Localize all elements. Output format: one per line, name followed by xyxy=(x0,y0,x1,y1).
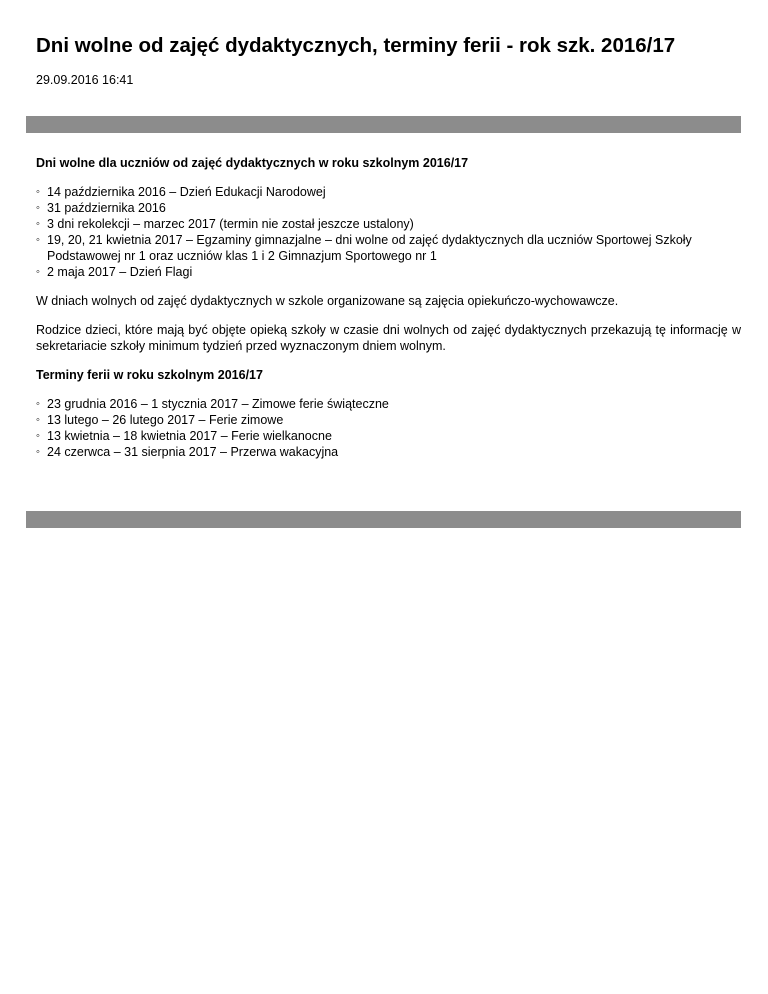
holidays-list xyxy=(36,396,741,460)
days-off-list xyxy=(36,184,741,280)
top-divider-bar xyxy=(26,116,741,133)
bullet-icon: ◦ xyxy=(36,398,40,410)
care-info-paragraph: W dniach wolnych od zajęć dydaktycznych w szkole organizowane są zajęcia opiekuńczo-wychowawcze. xyxy=(36,294,619,308)
list-item xyxy=(36,412,741,428)
list-item xyxy=(36,396,741,412)
bullet-icon: ◦ xyxy=(36,218,40,230)
list-item xyxy=(36,200,741,216)
list-item-text: 13 kwietnia – 18 kwietnia 2017 – Ferie wielkanocne xyxy=(47,429,332,443)
holidays-heading: Terminy ferii w roku szkolnym 2016/17 xyxy=(36,368,263,382)
bullet-icon: ◦ xyxy=(36,414,40,426)
bottom-divider-bar xyxy=(26,511,741,528)
bullet-icon: ◦ xyxy=(36,234,40,246)
list-item xyxy=(36,444,741,460)
list-item xyxy=(36,216,741,232)
list-item-text: 2 maja 2017 – Dzień Flagi xyxy=(47,265,193,279)
days-off-heading: Dni wolne dla uczniów od zajęć dydaktycznych w roku szkolnym 2016/17 xyxy=(36,156,469,170)
bullet-icon: ◦ xyxy=(36,446,40,458)
bullet-icon: ◦ xyxy=(36,202,40,214)
publish-date: 29.09.2016 16:41 xyxy=(36,73,134,87)
list-item xyxy=(36,264,741,280)
list-item-text: 23 grudnia 2016 – 1 stycznia 2017 – Zimowe ferie świąteczne xyxy=(47,397,389,411)
list-item xyxy=(36,232,741,264)
parents-info-paragraph: Rodzice dzieci, które mają być objęte opieką szkoły w czasie dni wolnych od zajęć dydaktycznych przekazują tę informację w sekretariacie szkoły minimum tydzień przed wyznaczonym dniem wolnym. xyxy=(36,323,741,353)
bullet-icon: ◦ xyxy=(36,266,40,278)
list-item-text: 19, 20, 21 kwietnia 2017 – Egzaminy gimnazjalne – dni wolne od zajęć dydaktycznych dla uczniów Sportowej Szkoły Podstawowej nr 1 oraz uczniów klas 1 i 2 Gimnazjum Sportowego nr 1 xyxy=(47,233,692,263)
bullet-icon: ◦ xyxy=(36,186,40,198)
list-item-text: 14 października 2016 – Dzień Edukacji Narodowej xyxy=(47,185,326,199)
list-item xyxy=(36,428,741,444)
list-item-text: 24 czerwca – 31 sierpnia 2017 – Przerwa wakacyjna xyxy=(47,445,339,459)
list-item-text: 3 dni rekolekcji – marzec 2017 (termin nie został jeszcze ustalony) xyxy=(47,217,414,231)
article-content xyxy=(36,155,741,473)
page-title: Dni wolne od zajęć dydaktycznych, terminy ferii - rok szk. 2016/17 xyxy=(36,34,676,57)
list-item-text: 13 lutego – 26 lutego 2017 – Ferie zimowe xyxy=(47,413,284,427)
list-item-text: 31 października 2016 xyxy=(47,201,166,215)
list-item xyxy=(36,184,741,200)
bullet-icon: ◦ xyxy=(36,430,40,442)
